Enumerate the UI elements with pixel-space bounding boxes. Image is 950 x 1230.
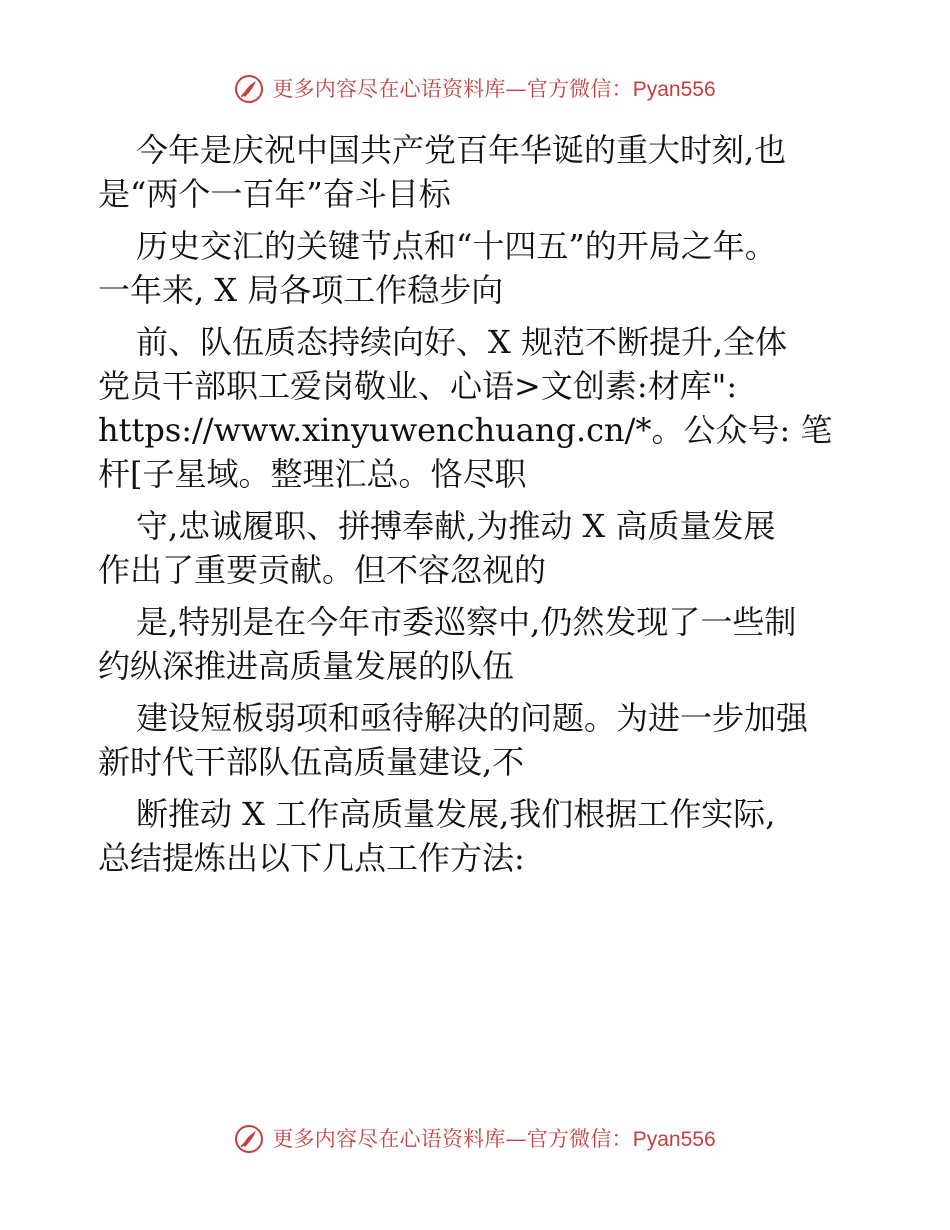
text-line: 建设短板弱项和亟待解决的问题。为进一步加强 [136,699,809,737]
text-line: 总结提炼出以下几点工作方法: [98,839,525,877]
pen-nib-logo-icon [234,74,264,104]
text-line: 党员干部职工爱岗敬业、心语>文创素:材库": [98,367,738,405]
paragraph-5 [98,600,858,688]
footer-id: Pyan556 [632,1127,716,1151]
text-line: https://www.xinyuwenchuang.cn/*。公众号: 笔 [98,411,833,449]
header-banner [0,74,950,104]
footer-banner-text [272,1126,716,1151]
text-line: 是,特别是在今年市委巡察中,仍然发现了一些制 [136,603,797,641]
header-banner-text [272,76,716,101]
paragraph-6 [98,696,858,784]
paragraph-7 [98,792,858,880]
text-line: 新时代干部队伍高质量建设,不 [98,743,525,781]
text-line: 历史交汇的关键节点和“十四五”的开局之年。 [136,227,777,265]
footer-text: 更多内容尽在心语资料库—官方微信： [272,1126,633,1151]
footer-banner [0,1124,950,1154]
text-line: 约纵深推进高质量发展的队伍 [98,647,515,685]
header-id: Pyan556 [632,77,716,101]
text-line: 守,忠诚履职、拼搏奉献,为推动 X 高质量发展 [136,507,776,545]
text-line: 杆[子星域。整理汇总。恪尽职 [98,455,527,493]
document-body [98,128,858,888]
paragraph-1 [98,128,858,216]
paragraph-2 [98,224,858,312]
text-line: 作出了重要贡献。但不容忽视的 [98,551,547,589]
pen-nib-logo-icon [234,1124,264,1154]
paragraph-3 [98,320,858,496]
text-line: 一年来, X 局各项工作稳步向 [98,271,504,309]
text-line: 今年是庆祝中国共产党百年华诞的重大时刻,也 [136,131,787,169]
header-text: 更多内容尽在心语资料库—官方微信： [272,76,633,101]
text-line: 是“两个一百年”奋斗目标 [98,175,451,213]
paragraph-4 [98,504,858,592]
text-line: 前、队伍质态持续向好、X 规范不断提升,全体 [136,323,788,361]
text-line: 断推动 X 工作高质量发展,我们根据工作实际, [136,795,776,833]
